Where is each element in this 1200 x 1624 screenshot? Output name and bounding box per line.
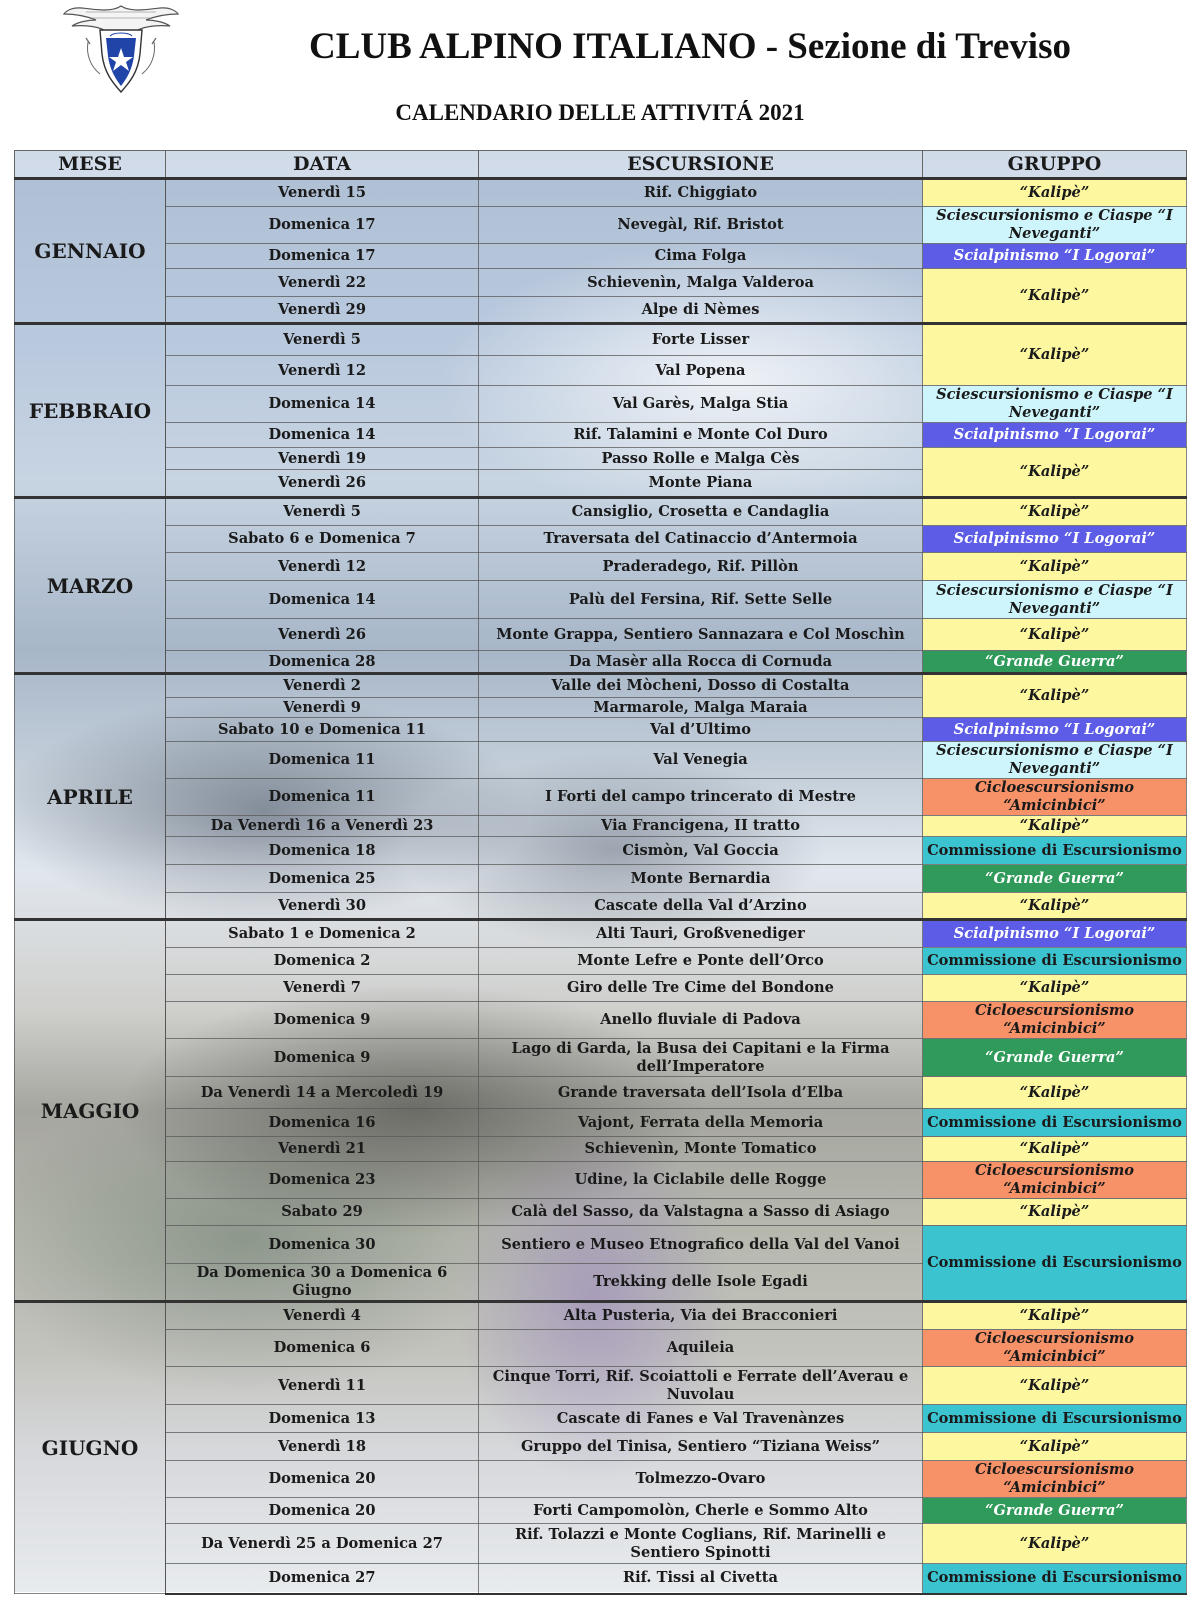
excursion-cell: Giro delle Tre Cime del Bondone — [479, 975, 923, 1002]
excursion-cell: Alta Pusteria, Via dei Bracconieri — [479, 1302, 923, 1330]
group-cell: Cicloescursionismo “Amicinbici” — [923, 1162, 1187, 1199]
excursion-cell: Udine, la Ciclabile delle Rogge — [479, 1162, 923, 1199]
date-cell: Domenica 9 — [166, 1039, 479, 1077]
cai-logo — [62, 2, 180, 96]
table-row — [15, 207, 1187, 244]
table-row — [15, 893, 1187, 920]
date-cell: Domenica 27 — [166, 1564, 479, 1594]
date-cell: Da Venerdì 14 a Mercoledì 19 — [166, 1077, 479, 1109]
table-row — [15, 816, 1187, 837]
date-cell: Sabato 10 e Domenica 11 — [166, 718, 479, 742]
date-cell: Venerdì 12 — [166, 553, 479, 581]
date-cell: Domenica 6 — [166, 1330, 479, 1367]
excursion-cell: Marmarole, Malga Maraia — [479, 698, 923, 718]
table-row — [15, 448, 1187, 470]
group-cell: “Kalipè” — [923, 1077, 1187, 1109]
group-cell: Scialpinismo “I Logorai” — [923, 718, 1187, 742]
group-cell: “Kalipè” — [923, 179, 1187, 207]
excursion-cell: Monte Bernardia — [479, 865, 923, 893]
table-row — [15, 1461, 1187, 1498]
table-row — [15, 1162, 1187, 1199]
excursion-cell: Cansiglio, Crosetta e Candaglia — [479, 498, 923, 526]
month-cell: MAGGIO — [15, 920, 166, 1302]
month-cell: GIUGNO — [15, 1302, 166, 1594]
group-cell: Scialpinismo “I Logorai” — [923, 526, 1187, 553]
table-row — [15, 526, 1187, 553]
excursion-cell: Palù del Fersina, Rif. Sette Selle — [479, 581, 923, 619]
date-cell: Venerdì 2 — [166, 674, 479, 698]
group-cell: “Kalipè” — [923, 448, 1187, 498]
group-cell: “Grande Guerra” — [923, 1498, 1187, 1524]
excursion-cell: Forte Lisser — [479, 324, 923, 356]
date-cell: Venerdì 22 — [166, 269, 479, 297]
date-cell: Domenica 16 — [166, 1109, 479, 1137]
month-cell: GENNAIO — [15, 179, 166, 324]
excursion-cell: Alti Tauri, Großvenediger — [479, 920, 923, 948]
date-cell: Domenica 28 — [166, 651, 479, 674]
date-cell: Venerdì 5 — [166, 498, 479, 526]
group-cell: Cicloescursionismo “Amicinbici” — [923, 1002, 1187, 1039]
date-cell: Domenica 25 — [166, 865, 479, 893]
excursion-cell: Val Popena — [479, 356, 923, 386]
table-row — [15, 581, 1187, 619]
month-cell: FEBBRAIO — [15, 324, 166, 498]
date-cell: Domenica 14 — [166, 423, 479, 448]
cai-eagle-shield-star-icon — [64, 6, 178, 92]
table-row — [15, 1498, 1187, 1524]
month-cell: APRILE — [15, 674, 166, 920]
excursion-cell: Val Garès, Malga Stia — [479, 386, 923, 423]
table-row — [15, 1002, 1187, 1039]
group-cell: Scialpinismo “I Logorai” — [923, 244, 1187, 269]
excursion-cell: Cima Folga — [479, 244, 923, 269]
excursion-cell: Cismòn, Val Goccia — [479, 837, 923, 865]
month-cell: MARZO — [15, 498, 166, 674]
table-row — [15, 244, 1187, 269]
group-cell: “Kalipè” — [923, 498, 1187, 526]
excursion-cell: Rif. Tissi al Civetta — [479, 1564, 923, 1594]
excursion-cell: Gruppo del Tinisa, Sentiero “Tiziana Weiss” — [479, 1433, 923, 1461]
table-row — [15, 779, 1187, 816]
excursion-cell: Trekking delle Isole Egadi — [479, 1264, 923, 1302]
group-cell: “Kalipè” — [923, 324, 1187, 386]
table-row — [15, 1367, 1187, 1405]
excursion-cell: Sentiero e Museo Etnografico della Val del Vanoi — [479, 1226, 923, 1264]
table-row — [15, 269, 1187, 297]
excursion-cell: Schievenìn, Monte Tomatico — [479, 1137, 923, 1162]
calendar-table-container — [14, 150, 1186, 1592]
date-cell: Domenica 14 — [166, 581, 479, 619]
date-cell: Venerdì 30 — [166, 893, 479, 920]
table-row — [15, 865, 1187, 893]
excursion-cell: Cascate della Val d’Arzino — [479, 893, 923, 920]
excursion-cell: Da Masèr alla Rocca di Cornuda — [479, 651, 923, 674]
excursion-cell: Rif. Chiggiato — [479, 179, 923, 207]
date-cell: Venerdì 15 — [166, 179, 479, 207]
excursion-cell: Cinque Torri, Rif. Scoiattoli e Ferrate dell’Averau e Nuvolau — [479, 1367, 923, 1405]
table-row — [15, 386, 1187, 423]
date-cell: Domenica 9 — [166, 1002, 479, 1039]
date-cell: Domenica 11 — [166, 779, 479, 816]
group-cell: Commissione di Escursionismo — [923, 1405, 1187, 1433]
excursion-cell: Grande traversata dell’Isola d’Elba — [479, 1077, 923, 1109]
column-header-data: DATA — [166, 151, 479, 179]
group-cell: “Kalipè” — [923, 1199, 1187, 1226]
table-row — [15, 948, 1187, 975]
excursion-cell: Vajont, Ferrata della Memoria — [479, 1109, 923, 1137]
group-cell: “Kalipè” — [923, 269, 1187, 324]
date-cell: Domenica 11 — [166, 742, 479, 779]
excursion-cell: Alpe di Nèmes — [479, 297, 923, 324]
table-row — [15, 1433, 1187, 1461]
excursion-cell: Cascate di Fanes e Val Travenànzes — [479, 1405, 923, 1433]
excursion-cell: Nevegàl, Rif. Bristot — [479, 207, 923, 244]
date-cell: Venerdì 26 — [166, 470, 479, 498]
group-cell: “Grande Guerra” — [923, 865, 1187, 893]
date-cell: Sabato 29 — [166, 1199, 479, 1226]
group-cell: “Kalipè” — [923, 674, 1187, 718]
table-row — [15, 498, 1187, 526]
date-cell: Domenica 13 — [166, 1405, 479, 1433]
date-cell: Venerdì 18 — [166, 1433, 479, 1461]
excursion-cell: Val Venegia — [479, 742, 923, 779]
group-cell: Sciescursionismo e Ciaspe “I Neveganti” — [923, 581, 1187, 619]
group-cell: Commissione di Escursionismo — [923, 948, 1187, 975]
group-cell: “Kalipè” — [923, 975, 1187, 1002]
date-cell: Sabato 1 e Domenica 2 — [166, 920, 479, 948]
group-cell: Scialpinismo “I Logorai” — [923, 920, 1187, 948]
date-cell: Venerdì 19 — [166, 448, 479, 470]
date-cell: Venerdì 26 — [166, 619, 479, 651]
excursion-cell: Praderadego, Rif. Pillòn — [479, 553, 923, 581]
table-row — [15, 324, 1187, 356]
excursion-cell: Monte Piana — [479, 470, 923, 498]
date-cell: Venerdì 21 — [166, 1137, 479, 1162]
group-cell: Cicloescursionismo “Amicinbici” — [923, 779, 1187, 816]
group-cell: Sciescursionismo e Ciaspe “I Neveganti” — [923, 386, 1187, 423]
excursion-cell: I Forti del campo trincerato di Mestre — [479, 779, 923, 816]
date-cell: Domenica 20 — [166, 1461, 479, 1498]
page-subtitle: CALENDARIO DELLE ATTIVITÁ 2021 — [395, 100, 805, 125]
group-cell: “Kalipè” — [923, 1302, 1187, 1330]
table-row — [15, 1564, 1187, 1594]
excursion-cell: Rif. Talamini e Monte Col Duro — [479, 423, 923, 448]
date-cell: Venerdì 4 — [166, 1302, 479, 1330]
date-cell: Venerdì 9 — [166, 698, 479, 718]
table-row — [15, 1226, 1187, 1264]
table-row — [15, 179, 1187, 207]
excursion-cell: Traversata del Catinaccio d’Antermoia — [479, 526, 923, 553]
excursion-cell: Anello fluviale di Padova — [479, 1002, 923, 1039]
table-row — [15, 674, 1187, 698]
excursion-cell: Forti Campomolòn, Cherle e Sommo Alto — [479, 1498, 923, 1524]
table-row — [15, 1405, 1187, 1433]
group-cell: “Grande Guerra” — [923, 651, 1187, 674]
excursion-cell: Monte Lefre e Ponte dell’Orco — [479, 948, 923, 975]
excursion-cell: Schievenìn, Malga Valderoa — [479, 269, 923, 297]
excursion-cell: Calà del Sasso, da Valstagna a Sasso di Asiago — [479, 1199, 923, 1226]
table-row — [15, 837, 1187, 865]
group-cell: “Kalipè” — [923, 553, 1187, 581]
group-cell: “Kalipè” — [923, 1137, 1187, 1162]
table-row — [15, 1524, 1187, 1564]
group-cell: “Kalipè” — [923, 1367, 1187, 1405]
group-cell: “Kalipè” — [923, 1433, 1187, 1461]
date-cell: Domenica 18 — [166, 837, 479, 865]
column-header-gruppo: GRUPPO — [923, 151, 1187, 179]
date-cell: Venerdì 5 — [166, 324, 479, 356]
date-cell: Domenica 17 — [166, 207, 479, 244]
date-cell: Domenica 23 — [166, 1162, 479, 1199]
date-cell: Sabato 6 e Domenica 7 — [166, 526, 479, 553]
table-row — [15, 718, 1187, 742]
group-cell: Cicloescursionismo “Amicinbici” — [923, 1461, 1187, 1498]
group-cell: “Kalipè” — [923, 619, 1187, 651]
table-row — [15, 619, 1187, 651]
date-cell: Domenica 2 — [166, 948, 479, 975]
calendar-table — [14, 150, 1187, 1595]
group-cell: Commissione di Escursionismo — [923, 1564, 1187, 1594]
excursion-cell: Monte Grappa, Sentiero Sannazara e Col Moschìn — [479, 619, 923, 651]
date-cell: Da Venerdì 16 a Venerdì 23 — [166, 816, 479, 837]
excursion-cell: Val d’Ultimo — [479, 718, 923, 742]
group-cell: Sciescursionismo e Ciaspe “I Neveganti” — [923, 742, 1187, 779]
excursion-cell: Via Francigena, II tratto — [479, 816, 923, 837]
table-row — [15, 1137, 1187, 1162]
table-row — [15, 1109, 1187, 1137]
excursion-cell: Tolmezzo-Ovaro — [479, 1461, 923, 1498]
date-cell: Venerdì 7 — [166, 975, 479, 1002]
table-row — [15, 1302, 1187, 1330]
calendar-body — [15, 179, 1187, 1594]
table-row — [15, 975, 1187, 1002]
table-row — [15, 1039, 1187, 1077]
date-cell: Venerdì 12 — [166, 356, 479, 386]
column-header-mese: MESE — [15, 151, 166, 179]
date-cell: Domenica 14 — [166, 386, 479, 423]
group-cell: “Kalipè” — [923, 1524, 1187, 1564]
group-cell: Commissione di Escursionismo — [923, 1226, 1187, 1302]
group-cell: Commissione di Escursionismo — [923, 837, 1187, 865]
page-title: CLUB ALPINO ITALIANO - Sezione di Treviso — [308, 26, 1071, 67]
table-row — [15, 423, 1187, 448]
group-cell: Scialpinismo “I Logorai” — [923, 423, 1187, 448]
table-row — [15, 920, 1187, 948]
table-row — [15, 1077, 1187, 1109]
excursion-cell: Valle dei Mòcheni, Dosso di Costalta — [479, 674, 923, 698]
date-cell: Venerdì 11 — [166, 1367, 479, 1405]
group-cell: “Kalipè” — [923, 816, 1187, 837]
date-cell: Da Domenica 30 a Domenica 6 Giugno — [166, 1264, 479, 1302]
group-cell: “Grande Guerra” — [923, 1039, 1187, 1077]
table-row — [15, 1199, 1187, 1226]
table-row — [15, 1330, 1187, 1367]
excursion-cell: Lago di Garda, la Busa dei Capitani e la Firma dell’Imperatore — [479, 1039, 923, 1077]
date-cell: Domenica 20 — [166, 1498, 479, 1524]
date-cell: Venerdì 29 — [166, 297, 479, 324]
table-row — [15, 651, 1187, 674]
group-cell: “Kalipè” — [923, 893, 1187, 920]
excursion-cell: Rif. Tolazzi e Monte Coglians, Rif. Marinelli e Sentiero Spinotti — [479, 1524, 923, 1564]
excursion-cell: Passo Rolle e Malga Cès — [479, 448, 923, 470]
table-row — [15, 553, 1187, 581]
header-row — [15, 151, 1187, 179]
excursion-cell: Aquileia — [479, 1330, 923, 1367]
group-cell: Cicloescursionismo “Amicinbici” — [923, 1330, 1187, 1367]
date-cell: Domenica 30 — [166, 1226, 479, 1264]
table-row — [15, 742, 1187, 779]
date-cell: Domenica 17 — [166, 244, 479, 269]
group-cell: Commissione di Escursionismo — [923, 1109, 1187, 1137]
column-header-escursione: ESCURSIONE — [479, 151, 923, 179]
date-cell: Da Venerdì 25 a Domenica 27 — [166, 1524, 479, 1564]
group-cell: Sciescursionismo e Ciaspe “I Neveganti” — [923, 207, 1187, 244]
